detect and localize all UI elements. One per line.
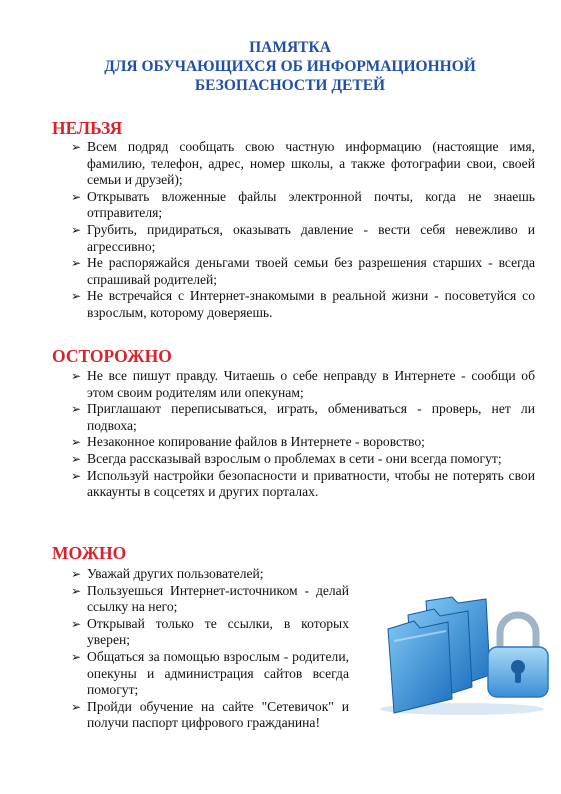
bullet-arrow-icon: ➢ — [71, 222, 82, 237]
bullet-arrow-icon: ➢ — [71, 567, 82, 581]
list-item: ➢ Не встречайся с Интернет-знакомыми в реальной жизни - посоветуйся со взрослым, которому доверяешь. — [71, 288, 535, 320]
bullet-arrow-icon: ➢ — [71, 616, 82, 631]
bullet-arrow-icon: ➢ — [71, 189, 82, 204]
bullet-arrow-icon: ➢ — [71, 435, 82, 450]
bullet-arrow-icon: ➢ — [71, 289, 82, 304]
list-mozhno — [71, 566, 349, 732]
title-line-1: ПАМЯТКА — [249, 39, 331, 56]
list-item: ➢ Используй настройки безопасности и приватности, чтобы не потерять свои аккаунты в соцсетях и других порталах. — [71, 467, 535, 500]
list-item: ➢ Не все пишут правду. Читаешь о себе неправду в Интернете - сообщи об этом своим родителям или опекунам; — [71, 368, 535, 400]
bullet-arrow-icon: ➢ — [71, 256, 82, 271]
bullet-arrow-icon: ➢ — [71, 468, 82, 483]
list-item: ➢ Не распоряжайся деньгами твоей семьи без разрешения старших - всегда спрашивай родителей; — [71, 255, 535, 287]
title-line-3: БЕЗОПАСНОСТИ ДЕТЕЙ — [194, 77, 386, 94]
bullet-arrow-icon: ➢ — [71, 699, 82, 714]
bullet-arrow-icon: ➢ — [71, 451, 82, 466]
bullet-arrow-icon: ➢ — [71, 140, 82, 154]
list-item: ➢ Общаться за помощью взрослым - родители, опекуны и администрация сайтов всегда помогут; — [71, 648, 349, 698]
title-line-2: ДЛЯ ОБУЧАЮЩИХСЯ ОБ ИНФОРМАЦИОННОЙ — [104, 58, 476, 75]
list-item: ➢ Грубить, придираться, оказывать давление - вести себя невежливо и агрессивно; — [71, 221, 535, 254]
list-item: ➢ Всегда рассказывай взрослым о проблемах в сети - они всегда помогут; — [71, 450, 502, 466]
list-nelzya — [71, 139, 535, 322]
list-item: ➢ Пользуешься Интернет-источником - делай ссылку на него; — [71, 582, 349, 615]
list-item: ➢ Пройди обучение на сайте "Сетевичок" и получи паспорт цифрового гражданина! — [71, 698, 349, 731]
list-item: ➢ Незаконное копирование файлов в Интернете - воровство; — [71, 434, 425, 450]
list-item: ➢ Открывай только те ссылки, в которых уверен; — [71, 615, 349, 648]
section-heading-ostorozhno: ОСТОРОЖНО — [52, 346, 172, 366]
section-heading-nelzya: НЕЛЬЗЯ — [52, 118, 123, 138]
list-item: ➢ Открывать вложенные файлы электронной почты, когда не знаешь отправителя; — [71, 188, 535, 221]
list-item: ➢ Всем подряд сообщать свою частную информацию (настоящие имя, фамилию, телефон, адрес, номер школы, а также фотографии свои, своей семьи и друзей); — [71, 139, 535, 188]
page-title — [40, 38, 540, 95]
bullet-arrow-icon: ➢ — [71, 583, 82, 598]
list-item: ➢ Приглашают переписываться, играть, обмениваться - проверь, нет ли подвоха; — [71, 401, 535, 433]
bullet-arrow-icon: ➢ — [71, 649, 82, 664]
folders-with-padlock-icon — [374, 591, 552, 717]
section-heading-mozhno: МОЖНО — [52, 543, 127, 563]
list-item: ➢ Уважай других пользователей; — [71, 566, 264, 581]
bullet-arrow-icon: ➢ — [71, 369, 82, 383]
list-ostorozhno — [71, 368, 535, 501]
bullet-arrow-icon: ➢ — [71, 402, 82, 417]
